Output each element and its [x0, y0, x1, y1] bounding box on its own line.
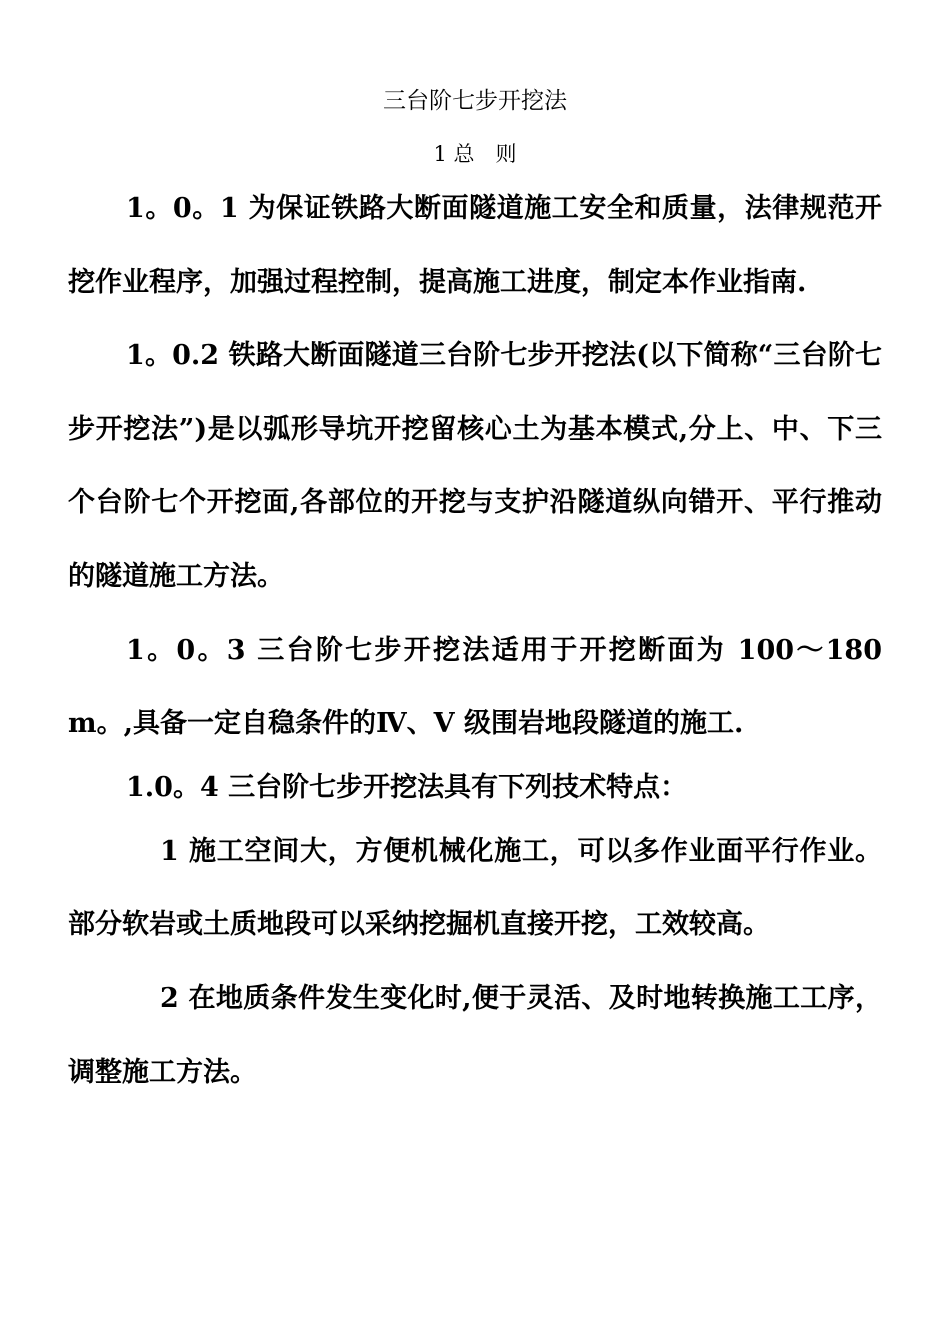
- document-title: 三台阶七步开挖法: [383, 88, 567, 114]
- section-heading: 1 总 则: [433, 142, 517, 166]
- paragraph-1-0-4: 1.0。4 三台阶七步开挖法具有下列技术特点：: [126, 771, 688, 803]
- paragraph-1-0-1: 1。0。1 为保证铁路大断面隧道施工安全和质量，法律规范开挖作业程序，加强过程控制，提高施工进度，制定本作业指南.: [68, 193, 882, 298]
- list-item-1: 1 施工空间大，方便机械化施工，可以多作业面平行作业。部分软岩或土质地段可以采纳挖掘机直接开挖，工效较高。: [68, 835, 882, 941]
- list-item-2: 2 在地质条件发生变化时,便于灵活、及时地转换施工工序，调整施工方法。: [68, 982, 882, 1088]
- document-body: [68, 172, 882, 1109]
- paragraph-1-0-3: 1。0。3 三台阶七步开挖法适用于开挖断面为 100～180 m。,具备一定自稳条件的Ⅳ、V 级围岩地段隧道的施工.: [68, 634, 882, 740]
- paragraph-1-0-2: 1。0.2 铁路大断面隧道三台阶七步开挖法(以下简称“三台阶七步开挖法”)是以弧形导坑开挖留核心土为基本模式,分上、中、下三个台阶七个开挖面,各部位的开挖与支护沿隧道纵向错开、平行推动的隧道施工方法。: [68, 340, 882, 592]
